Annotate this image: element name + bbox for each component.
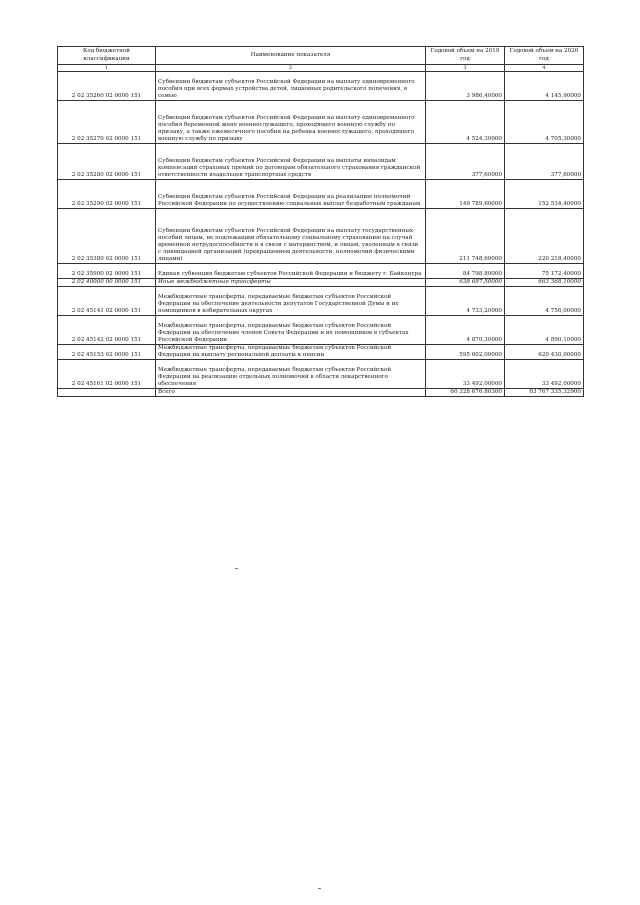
table-row xyxy=(58,287,584,316)
table-row xyxy=(58,72,584,101)
row-name: Единая субвенция бюджетам субъектов Российской Федерации и бюджету г. Байконура xyxy=(156,264,426,279)
table-row xyxy=(58,180,584,209)
total-label: Всего xyxy=(156,389,426,397)
total-code-cell xyxy=(58,389,156,397)
table-row xyxy=(58,345,584,360)
row-name: Субвенции бюджетам субъектов Российской Федерации на выплату государственных пособий лицам, не подлежащим обязательному социальному страхованию на случай временной нетрудоспособности и в связи с материнством, и лицам, уволенным в связи с ликвидацией организаций (прекращением деятельности, полномочий физическими лицами) xyxy=(156,209,426,264)
row-value-2019: 84 798,80000 xyxy=(426,264,505,279)
table-row xyxy=(58,316,584,345)
row-value-2020: 377,60000 xyxy=(505,144,584,180)
scan-speck xyxy=(235,568,238,569)
table-row-total xyxy=(58,389,584,397)
column-number: 2 xyxy=(156,65,426,72)
row-value-2019: 377,60000 xyxy=(426,144,505,180)
column-number: 1 xyxy=(58,65,156,72)
row-code: 2 02 35290 02 0000 151 xyxy=(58,180,156,209)
row-code: 2 02 45142 02 0000 151 xyxy=(58,316,156,345)
row-code: 2 02 45141 02 0000 151 xyxy=(58,287,156,316)
header-2019: Годовой объем на 2019 год xyxy=(426,47,505,65)
row-code: 2 02 35900 02 0000 151 xyxy=(58,264,156,279)
row-value-2019: 4 870,30000 xyxy=(426,316,505,345)
row-value-2020: 663 368,10000 xyxy=(505,279,584,287)
row-value-2020: 75 172,40000 xyxy=(505,264,584,279)
row-value-2020: 220 218,40000 xyxy=(505,209,584,264)
row-value-2020: 4 705,30000 xyxy=(505,101,584,144)
row-value-2020: 4 756,00000 xyxy=(505,287,584,316)
table-row xyxy=(58,144,584,180)
row-name: Межбюджетные трансферты, передаваемые бюджетам субъектов Российской Федерации на обеспечение членов Совета Федерации и их помощников в субъектах Российской Федерации xyxy=(156,316,426,345)
row-code: 2 02 35280 02 0000 151 xyxy=(58,144,156,180)
total-value-2020: 63 767 335,32900 xyxy=(505,389,584,397)
row-name: Межбюджетные трансферты, передаваемые бюджетам субъектов Российской Федерации на реализацию отдельных полномочий в области лекарственного обеспечения xyxy=(156,360,426,389)
row-value-2019: 149 789,60000 xyxy=(426,180,505,209)
table-row xyxy=(58,101,584,144)
row-value-2019: 4 524,30000 xyxy=(426,101,505,144)
table-row xyxy=(58,264,584,279)
row-name: Субвенции бюджетам субъектов Российской Федерации на выплаты инвалидам компенсаций страховых премий по договорам обязательного страхования гражданской ответственности владельцев транспортных средств xyxy=(156,144,426,180)
table-row xyxy=(58,209,584,264)
row-value-2020: 152 534,40000 xyxy=(505,180,584,209)
row-name: Межбюджетные трансферты, передаваемые бюджетам субъектов Российской Федерации на обеспечение деятельности депутатов Государственной Думы и их помощников в избирательных округах xyxy=(156,287,426,316)
table-row xyxy=(58,360,584,389)
row-value-2020: 4 145,90000 xyxy=(505,72,584,101)
row-value-2020: 620 430,00000 xyxy=(505,345,584,360)
column-number: 3 xyxy=(426,65,505,72)
header-2020: Годовой объем на 2020 год xyxy=(505,47,584,65)
row-value-2019: 4 733,20000 xyxy=(426,287,505,316)
row-value-2020: 33 492,00000 xyxy=(505,360,584,389)
table-row-subtotal xyxy=(58,279,584,287)
header-row xyxy=(58,47,584,65)
row-code: 2 02 45153 02 0000 151 xyxy=(58,345,156,360)
scan-speck xyxy=(318,888,321,889)
row-code: 2 02 35270 02 0000 151 xyxy=(58,101,156,144)
row-name: Иные межбюджетные трансферты xyxy=(156,279,426,287)
header-name: Наименование показателя xyxy=(156,47,426,65)
row-code: 2 02 35380 02 0000 151 xyxy=(58,209,156,264)
header-code: Код бюджетной классификации xyxy=(58,47,156,65)
column-number: 4 xyxy=(505,65,584,72)
row-value-2019: 638 697,50000 xyxy=(426,279,505,287)
row-value-2019: 595 602,00000 xyxy=(426,345,505,360)
column-number-row xyxy=(58,65,584,72)
budget-table xyxy=(57,46,584,397)
row-value-2019: 3 986,40000 xyxy=(426,72,505,101)
row-name: Субвенции бюджетам субъектов Российской Федерации на реализацию полномочий Российской Федерации по осуществлению социальных выплат безработным гражданам xyxy=(156,180,426,209)
row-value-2019: 211 748,60000 xyxy=(426,209,505,264)
row-code: 2 02 45161 02 0000 151 xyxy=(58,360,156,389)
row-value-2019: 33 492,00000 xyxy=(426,360,505,389)
budget-table-sheet xyxy=(57,46,584,397)
row-name: Субвенции бюджетам субъектов Российской Федерации на выплату единовременного пособия при всех формах устройства детей, лишенных родительского попечения, в семью xyxy=(156,72,426,101)
row-value-2020: 4 890,10000 xyxy=(505,316,584,345)
row-name: Субвенции бюджетам субъектов Российской Федерации на выплату единовременного пособия беременной жене военнослужащего, проходящего военную службу по призыву, а также ежемесячного пособия на ребенка военнослужащего, проходящего военную службу по призыву xyxy=(156,101,426,144)
row-name: Межбюджетные трансферты, передаваемые бюджетам субъектов Российской Федерации на выплату региональной доплаты к пенсии xyxy=(156,345,426,360)
total-value-2019: 60 328 676,80300 xyxy=(426,389,505,397)
row-code: 2 02 40000 00 0000 151 xyxy=(58,279,156,287)
row-code: 2 02 35260 02 0000 151 xyxy=(58,72,156,101)
